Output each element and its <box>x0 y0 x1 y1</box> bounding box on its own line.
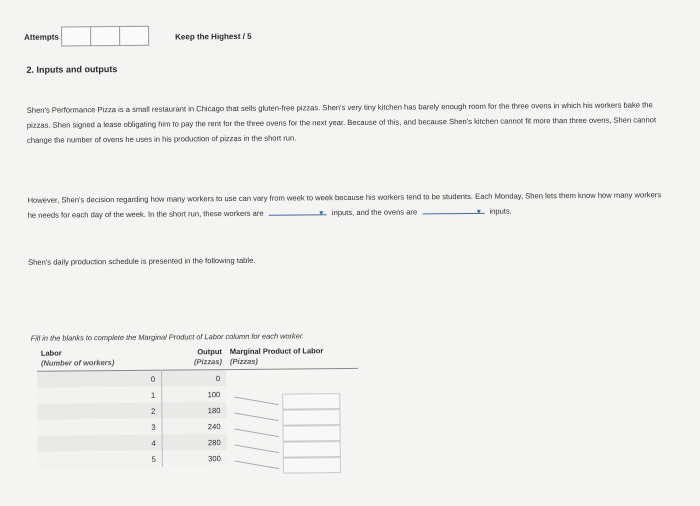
labor-header <box>37 348 162 372</box>
mp-cell <box>226 385 358 402</box>
keep-highest-label: Keep the Highest / 5 <box>175 31 252 42</box>
mp-cell <box>226 368 358 386</box>
attempt-box <box>61 26 91 46</box>
paragraph-workers <box>27 187 667 223</box>
bracket-arrow-icon <box>233 460 281 470</box>
workers-input-type-dropdown[interactable] <box>269 205 327 216</box>
output-cell: 300 <box>162 450 227 467</box>
mp-header <box>226 346 358 370</box>
paragraph-workers-text-2: inputs, and the ovens are <box>331 207 418 218</box>
section-title: 2. Inputs and outputs <box>26 64 118 75</box>
output-header-sub: (Pizzas) <box>193 357 223 367</box>
output-cell: 0 <box>162 370 227 387</box>
mp-cell <box>226 417 358 434</box>
output-cell: 180 <box>162 402 227 419</box>
labor-cell: 4 <box>38 435 163 452</box>
attempts-label: Attempts <box>24 32 59 42</box>
mp-header-title: Marginal Product of Labor <box>229 346 324 357</box>
attempt-box <box>90 26 120 46</box>
caret-down-icon: ▼ <box>317 210 325 218</box>
labor-cell: 0 <box>37 370 162 388</box>
mp-input-worker-5[interactable] <box>283 457 341 474</box>
output-cell: 280 <box>162 434 227 451</box>
mp-cell <box>226 401 358 418</box>
attempt-boxes <box>62 26 149 47</box>
paragraph-workers-text-1: However, Shen's decision regarding how many workers to use can vary from week to week because his workers tend to be students. Each Monday, Shen lets them know how many workers he needs for each day of the week. In the short run, these workers are <box>27 190 662 220</box>
ovens-input-type-dropdown[interactable] <box>422 204 484 215</box>
production-table <box>37 346 359 468</box>
table-row <box>38 449 359 468</box>
output-cell: 240 <box>162 418 227 435</box>
mp-cell <box>227 433 359 450</box>
attempts-row <box>24 26 149 47</box>
output-header <box>161 347 226 370</box>
labor-cell: 5 <box>38 451 163 468</box>
labor-cell: 3 <box>37 419 162 436</box>
output-header-title: Output <box>197 347 222 357</box>
labor-header-sub: (Number of workers) <box>40 358 115 368</box>
labor-cell: 2 <box>37 403 162 420</box>
caret-down-icon: ▼ <box>475 208 483 216</box>
mp-header-sub: (Pizzas) <box>229 356 258 367</box>
paragraph-workers-text-3: inputs. <box>489 206 512 216</box>
paragraph-intro: Shen's Performance Pizza is a small restaurant in Chicago that sells gluten-free pizzas. Shen's very tiny kitchen has barely enough room for the three ovens in which his workers bake the pizzas. Shen signed a lease obligating him to pay the rent for the three ovens for the next year. Because of this, and because Shen's kitchen cannot fit more than three ovens, Shen cannot change the number of ovens he uses in his production of pizzas in the short run. <box>26 100 657 145</box>
attempt-box <box>119 26 149 46</box>
paragraph-schedule: Shen's daily production schedule is presented in the following table. <box>28 255 256 267</box>
labor-cell: 1 <box>37 387 162 404</box>
labor-header-title: Labor <box>40 348 62 358</box>
output-cell: 100 <box>162 386 227 403</box>
instruction-text: Fill in the blanks to complete the Marginal Product of Labor column for each worker. <box>30 331 305 343</box>
mp-cell <box>227 449 359 466</box>
